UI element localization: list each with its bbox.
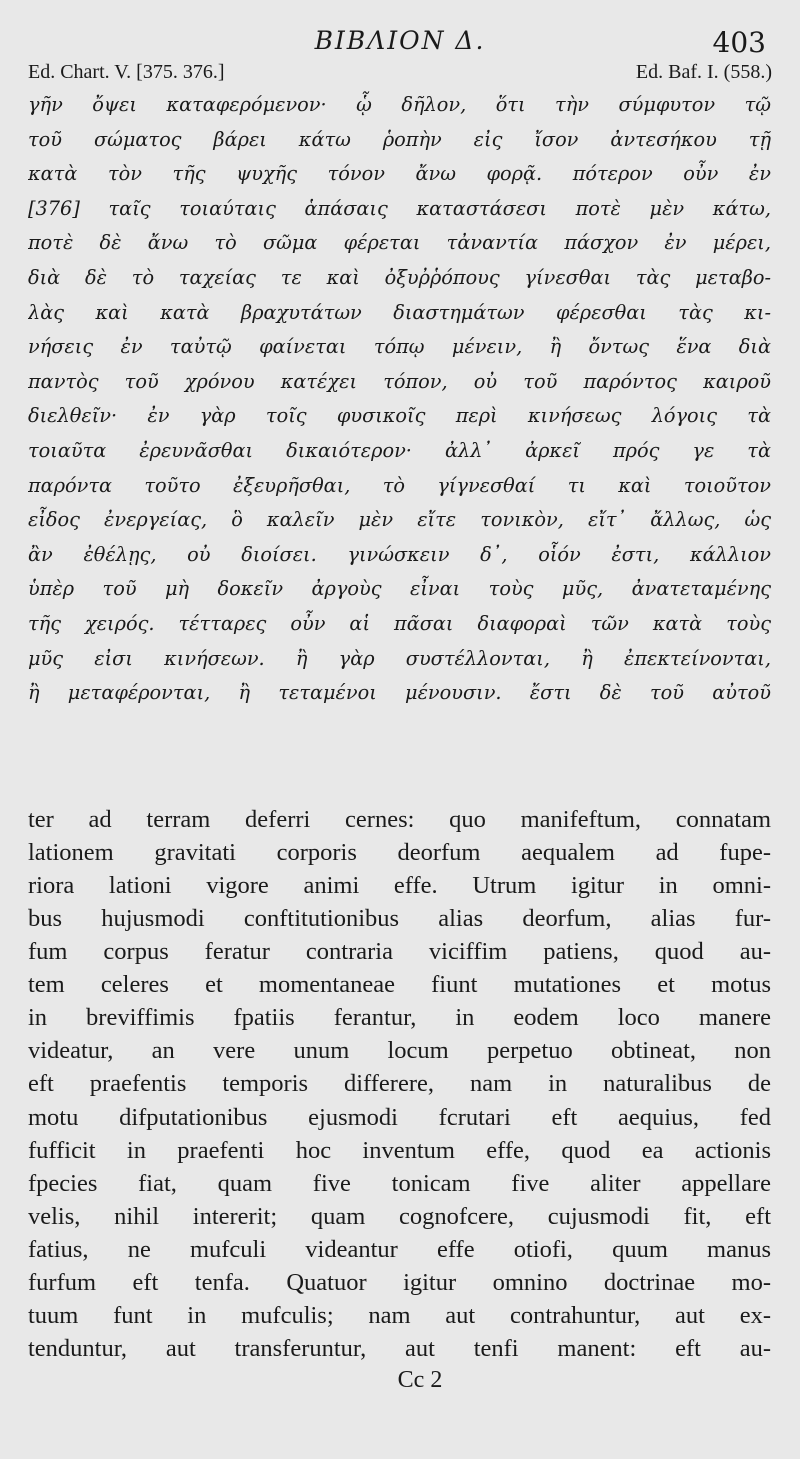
latin-text-block — [28, 803, 772, 1366]
greek-text-line: ὑπὲρ τοῦ μὴ δοκεῖν ἀργοὺς εἶναι τοὺς μῦς, ἀνατεταμένης — [28, 577, 771, 601]
greek-text-line: παρόντα τοῦτο ἐξευρῆσθαι, τὸ γίγνεσθαί τι καὶ τοιοῦτον — [28, 473, 771, 497]
latin-text-line: videatur, an vere unum locum perpetuo obtineat, non — [28, 1037, 771, 1065]
page-number: 403 — [712, 26, 766, 59]
book-title: ΒΙΒΛΙΟΝ Δ. — [314, 26, 486, 55]
latin-text-line: tem celeres et momentaneae fiunt mutationes et motus — [28, 971, 771, 999]
edition-ref-left: Ed. Chart. V. [375. 376.] — [28, 60, 225, 83]
latin-text-line: tuum funt in mufculis; nam aut contrahuntur, aut ex- — [28, 1302, 771, 1330]
greek-text-line: εἶδος ἐνεργείας, ὃ καλεῖν μὲν εἴτε τονικὸν, εἴτ᾽ ἄλλως, ὡς — [28, 508, 771, 532]
latin-text-line: fpecies fiat, quam five tonicam five aliter appellare — [28, 1169, 771, 1197]
latin-text-line: lationem gravitati corporis deorfum aequalem ad fupe- — [28, 838, 771, 866]
greek-text-line: γῆν ὄψει καταφερόμενον· ᾧ δῆλον, ὅτι τὴν σύμφυτον τῷ — [28, 93, 771, 116]
greek-text-line: κατὰ τὸν τῆς ψυχῆς τόνον ἄνω φορᾷ. πότερον οὖν ἐν — [28, 162, 771, 186]
greek-text-line: μῦς εἰσι κινήσεων. ἢ γὰρ συστέλλονται, ἢ ἐπεκτείνονται, — [28, 646, 771, 670]
greek-text-line: τοιαῦτα ἐρευνᾶσθαι δικαιότερον· ἀλλ᾽ ἀρκεῖ πρός γε τὰ — [28, 438, 771, 462]
latin-text-line: motu difputationibus ejusmodi fcrutari eft aequius, fed — [28, 1103, 771, 1131]
latin-text-line: bus hujusmodi conftitutionibus alias deorfum, alias fur- — [28, 904, 771, 932]
greek-text-line: ποτὲ δὲ ἄνω τὸ σῶμα φέρεται τἀναντία πάσχον ἐν μέρει, — [28, 231, 771, 255]
column-gap — [28, 711, 772, 803]
latin-text-line: riora lationi vigore animi effe. Utrum igitur in omni- — [28, 871, 771, 899]
latin-text-line: fatius, ne mufculi videantur effe otiofi, quum manus — [28, 1235, 771, 1263]
greek-text-line: παντὸς τοῦ χρόνου κατέχει τόπον, οὐ τοῦ παρόντος καιροῦ — [28, 369, 771, 393]
greek-text-line: ἢ μεταφέρονται, ἢ τεταμένοι μένουσιν. ἔστι δὲ τοῦ αὐτοῦ — [28, 681, 771, 705]
latin-text-line: tenduntur, aut transferuntur, aut tenfi manent: eft au- — [28, 1335, 771, 1363]
greek-text-line: [376] ταῖς τοιαύταις ἁπάσαις καταστάσεσι ποτὲ μὲν κάτω, — [28, 196, 771, 220]
latin-text-line: furfum eft tenfa. Quatuor igitur omnino doctrinae mo- — [28, 1269, 771, 1296]
greek-text-line: τῆς χειρός. τέτταρες οὖν αἱ πᾶσαι διαφοραὶ τῶν κατὰ τοὺς — [28, 611, 771, 635]
latin-text-line: fum corpus feratur contraria viciffim patiens, quod au- — [28, 938, 771, 966]
latin-text-line: ter ad terram deferri cernes: quo manifeftum, connatam — [28, 805, 771, 833]
latin-text-line: fufficit in praefenti hoc inventum effe, quod ea actionis — [28, 1136, 771, 1164]
edition-ref-right: Ed. Baf. I. (558.) — [635, 60, 772, 83]
latin-text-line: eft praefentis temporis differere, nam in naturalibus de — [28, 1070, 771, 1098]
latin-text-line: in breviffimis fpatiis ferantur, in eodem loco manere — [28, 1004, 771, 1032]
greek-text-line: διελθεῖν· ἐν γὰρ τοῖς φυσικοῖς περὶ κινήσεως λόγοις τὰ — [28, 404, 771, 428]
greek-text-block — [28, 88, 772, 711]
printer-signature: Cc 2 — [397, 1367, 443, 1394]
greek-text-line: νήσεις ἐν ταὐτῷ φαίνεται τόπῳ μένειν, ἢ ὄντως ἕνα διὰ — [28, 335, 771, 359]
latin-text-line: velis, nihil intererit; quam cognofcere, cujusmodi fit, eft — [28, 1202, 771, 1230]
greek-text-line: λὰς καὶ κατὰ βραχυτάτων διαστημάτων φέρεσθαι τὰς κι- — [28, 300, 771, 324]
running-head — [28, 0, 772, 62]
greek-text-line: τοῦ σώματος βάρει κάτω ῥοπὴν εἰς ἴσον ἀντεσήκου τῇ — [28, 127, 771, 151]
greek-text-line: διὰ δὲ τὸ ταχείας τε καὶ ὀξυῤῥόπους γίνεσθαι τὰς μεταβο- — [28, 265, 771, 289]
greek-text-line: ἂν ἐθέλῃς, οὐ διοίσει. γινώσκειν δ᾽, οἷόν ἐστι, κάλλιον — [28, 542, 771, 566]
